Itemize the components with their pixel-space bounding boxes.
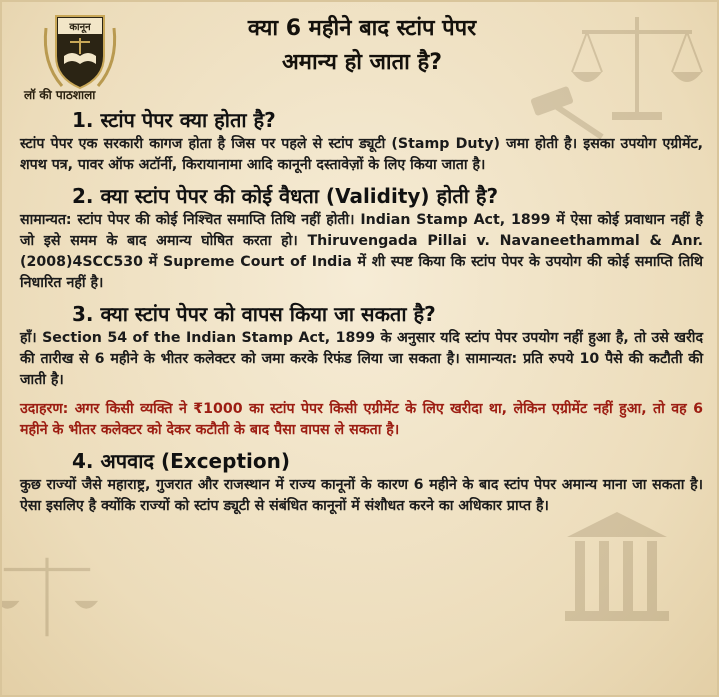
logo-text: कानून xyxy=(69,22,91,33)
section-1 xyxy=(20,106,703,176)
section-paragraph: सामान्यत: स्टांप पेपर की कोई निश्चित समाप्ति तिथि नहीं होती। Indian Stamp Act, 1899 में ऐसा कोई प्रवाधान नहीं है जो इसे समम के बाद अमान्य घोषित करता हो। Thiruvengada Pillai v. Navaneethammal & Anr.(2008)4SCC530 में Supreme Court of India में शी स्पष्ट किया कि स्टांप पेपर के उपयोग की कोई समाप्ति तिथि निधारित नहीं है। xyxy=(20,212,703,291)
section-heading: 4. अपवाद (Exception) xyxy=(72,449,290,473)
content xyxy=(20,106,703,517)
example-paragraph: उदाहरण: अगर किसी व्यक्ति ने ₹1000 का स्टांप पेपर किसी एग्रीमेंट के लिए खरीदा था, लेकिन एग्रीमेंट नहीं हुआ, तो वह 6 महीने के भीतर कलेक्टर को देकर कटौती के बाद पैसा वापस ले सकता है। xyxy=(20,401,703,438)
section-2 xyxy=(20,182,703,294)
section-heading: 1. स्टांप पेपर क्या होता है? xyxy=(72,108,276,132)
title-line-1: क्या 6 महीने बाद स्टांप पेपर xyxy=(247,16,477,41)
section-4 xyxy=(20,447,703,517)
section-paragraph: स्टांप पेपर एक सरकारी कागज होता है जिस पर पहले से स्टांप ड्यूटी (Stamp Duty) जमा होती है। इसका उपयोग एग्रीमेंट, शपथ पत्र, पावर ऑफ अटॉर्नी, किरायानामा आदि कानूनी दस्तावेज़ों के लिए किया जाता है। xyxy=(20,136,703,173)
page-title xyxy=(152,12,572,80)
section-paragraph: कुछ राज्यों जैसे महाराष्ट्र, गुजरात और राजस्थान में राज्य कानूनों के कारण 6 महीने के बाद स्टांप पेपर अमान्य माना जा सकता है।ऐसा इसलिए है क्योंकि राज्यों को स्टांप ड्यूटी से संबंधित कानूनों में संशौधत करने का अधिकार प्राप्त है। xyxy=(20,477,703,514)
scales-of-justice-icon xyxy=(0,542,102,652)
section-3 xyxy=(20,300,703,441)
logo-emblem xyxy=(32,8,128,98)
brand-name: लॉ की पाठशाला xyxy=(24,88,96,102)
section-heading: 2. क्या स्टांप पेपर की कोई वैधता (Validity) होती है? xyxy=(72,184,499,208)
title-line-2: अमान्य हो जाता है? xyxy=(282,50,442,75)
section-heading: 3. क्या स्टांप पेपर को वापस किया जा सकता है? xyxy=(72,302,436,326)
courthouse-icon xyxy=(557,507,677,627)
section-paragraph: हाँ। Section 54 of the Indian Stamp Act, 1899 के अनुसार यदि स्टांप पेपर उपयोग नहीं हुआ है, तो उसे खरीद की तारीख से 6 महीने के भीतर कलेक्टर को जमा करके रिफंड लिया जा सकता है। सामान्यत: प्रति रुपये 10 पैसे की कटौती की जाती है। xyxy=(20,330,703,388)
